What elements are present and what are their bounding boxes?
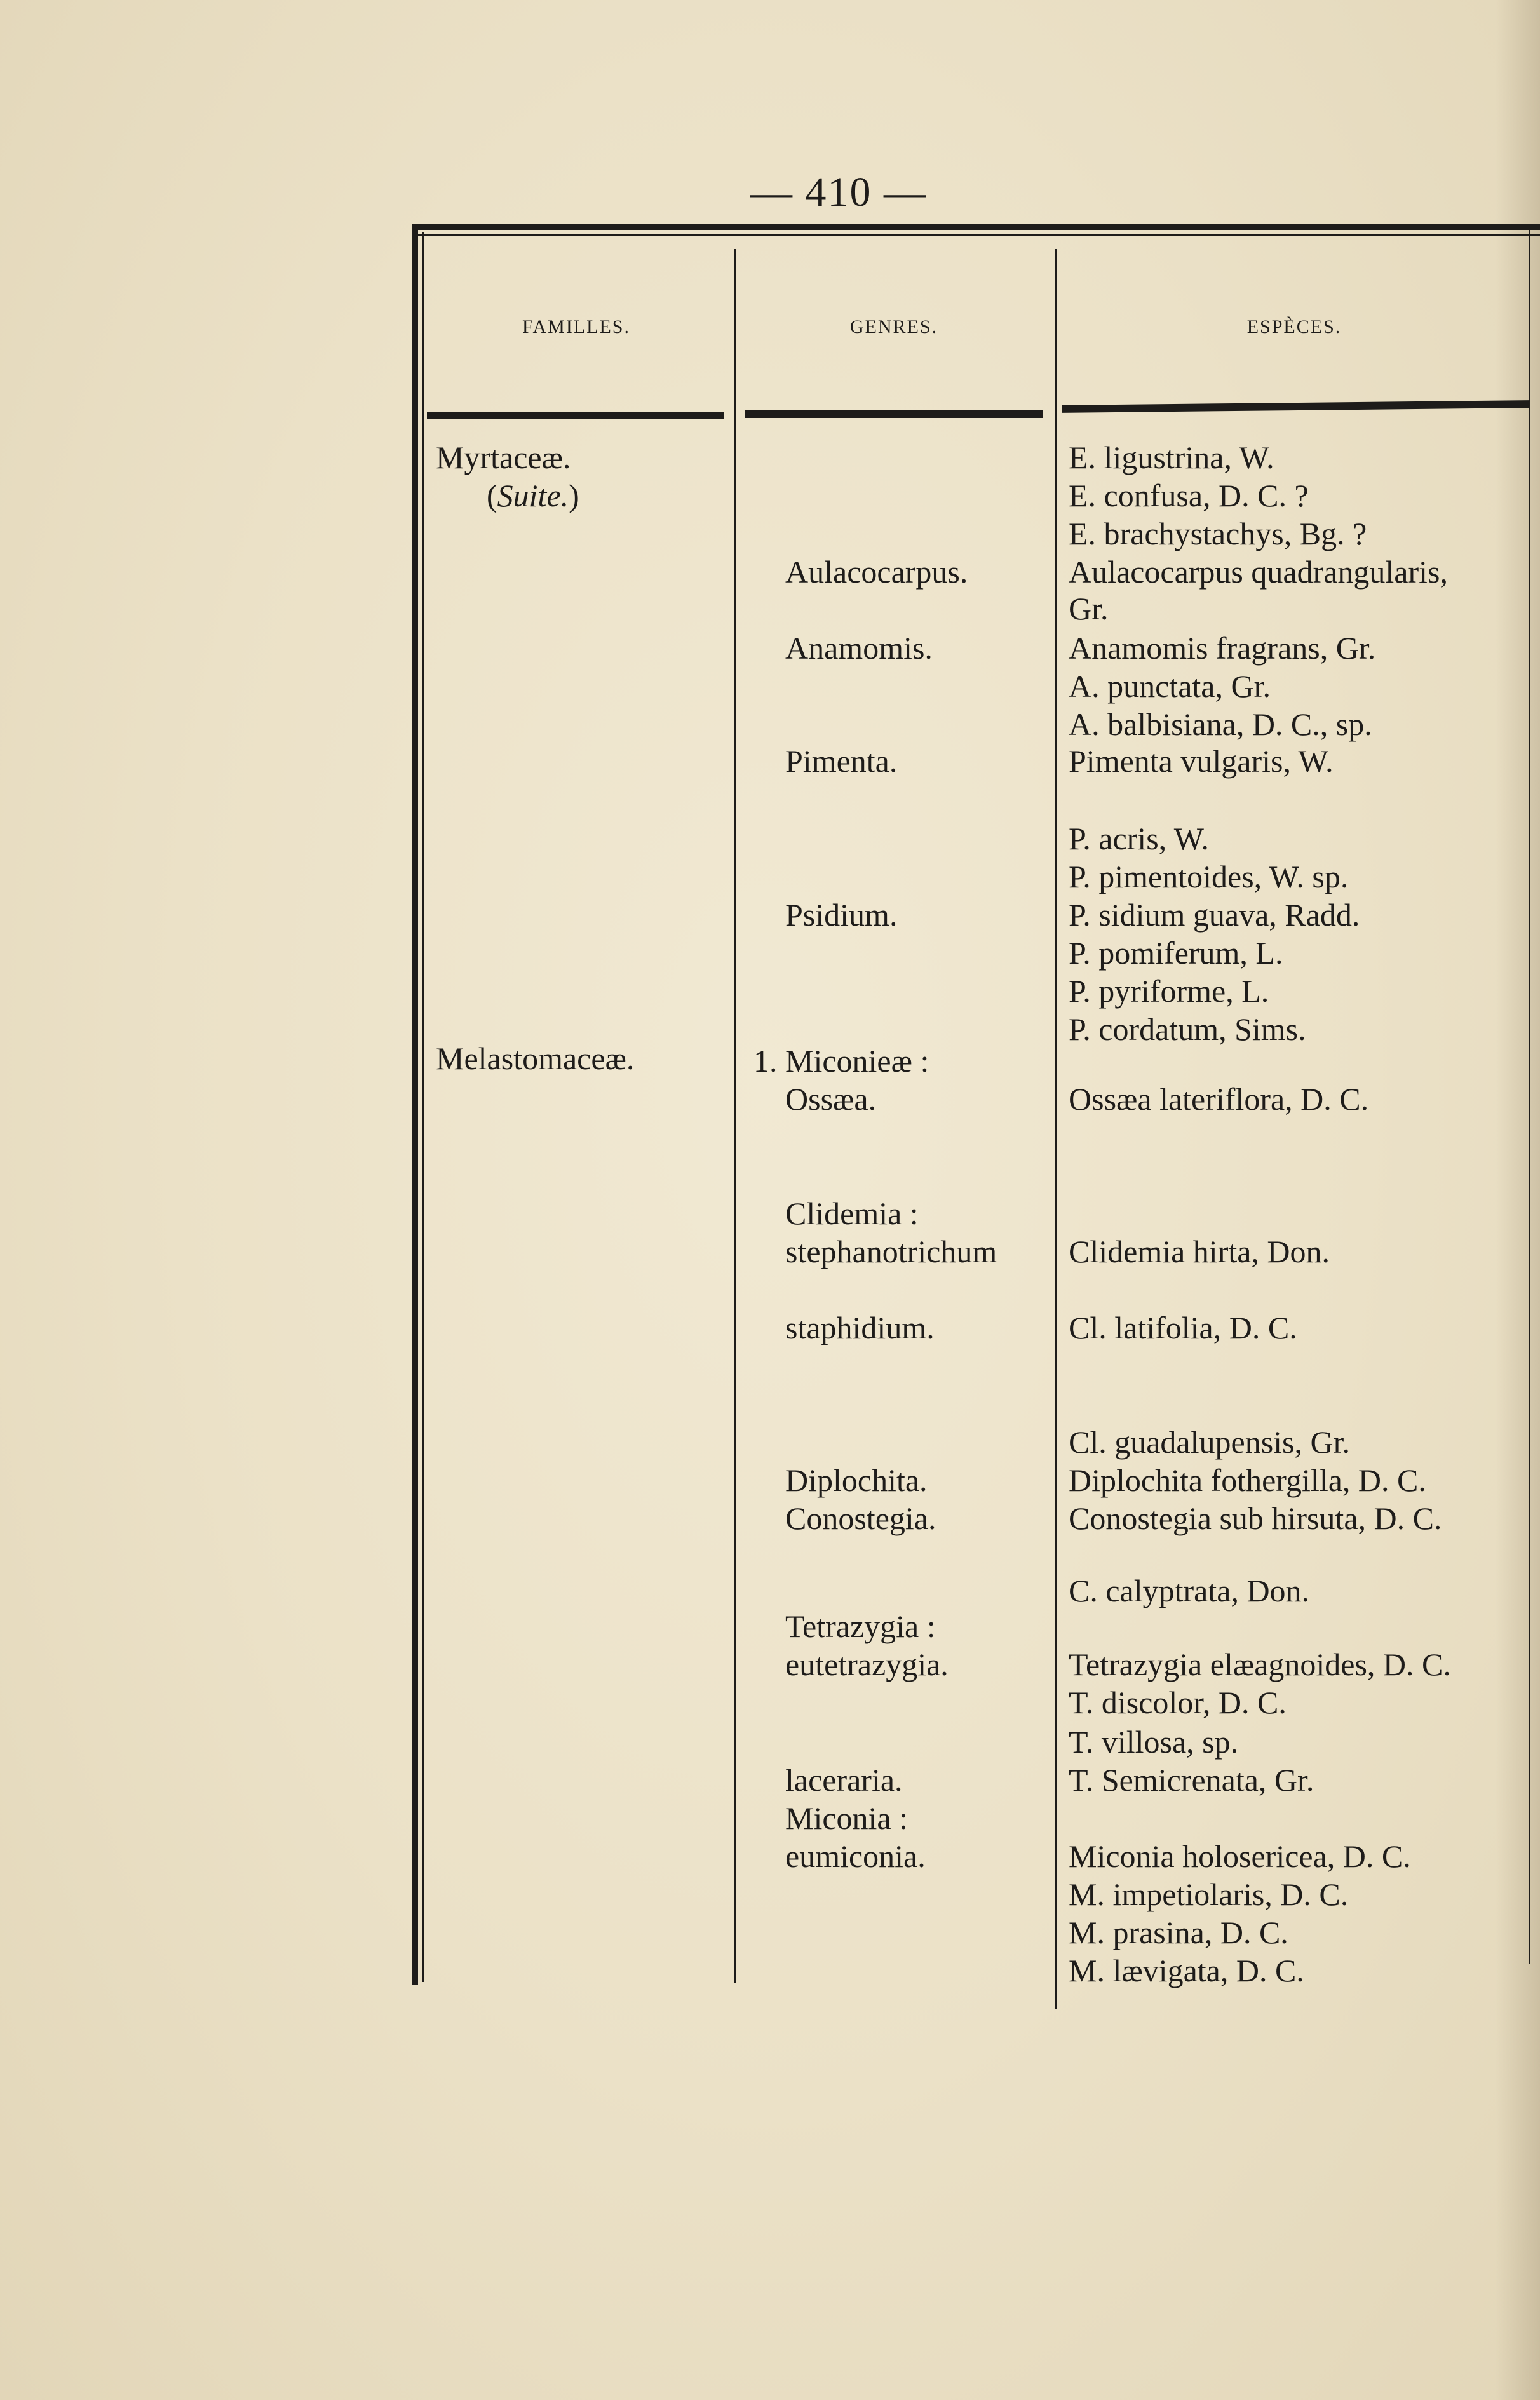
espece-line: Ossæa lateriflora, D. C. xyxy=(1069,1081,1369,1117)
famille-suite-text: Suite. xyxy=(497,478,569,513)
espece-line: Conostegia sub hirsuta, D. C. xyxy=(1069,1500,1442,1536)
table-top-rule-thin xyxy=(413,234,1540,236)
espece-line: Cl. guadalupensis, Gr. xyxy=(1069,1424,1351,1460)
famille-suite-open: ( xyxy=(487,478,497,513)
espece-line: A. punctata, Gr. xyxy=(1069,668,1271,704)
espece-line: A. balbisiana, D. C., sp. xyxy=(1069,706,1372,742)
espece-line: Clidemia hirta, Don. xyxy=(1069,1234,1330,1269)
column-header-genres: GENRES. xyxy=(849,316,938,337)
genre-tetrazygia: Tetrazygia : xyxy=(785,1608,936,1644)
famille-melastomaceae: Melastomaceæ. xyxy=(436,1041,635,1076)
genre-diplochita: Diplochita. xyxy=(785,1462,928,1498)
column-divider-familles-genres xyxy=(734,249,736,1983)
header-rule-familles xyxy=(427,412,724,419)
genre-eutetrazygia: eutetrazygia. xyxy=(785,1647,949,1682)
espece-line: P. pomiferum, L. xyxy=(1069,935,1283,971)
espece-line: E. ligustrina, W. xyxy=(1069,440,1274,475)
genre-staphidium: staphidium. xyxy=(785,1310,935,1345)
espece-line: T. Semicrenata, Gr. xyxy=(1069,1762,1314,1798)
page-edge-shadow xyxy=(1496,0,1540,2400)
espece-line: E. brachystachys, Bg. ? xyxy=(1069,516,1367,551)
genre-ossaea: Ossæa. xyxy=(785,1081,877,1117)
espece-line: T. discolor, D. C. xyxy=(1069,1685,1287,1720)
espece-line: P. pyriforme, L. xyxy=(1069,973,1269,1009)
genre-pimenta: Pimenta. xyxy=(785,743,898,779)
genre-anamomis: Anamomis. xyxy=(785,630,933,666)
genre-conostegia: Conostegia. xyxy=(785,1500,936,1536)
table-top-rule xyxy=(413,224,1540,230)
espece-line: E. confusa, D. C. ? xyxy=(1069,478,1309,513)
genre-clidemia: Clidemia : xyxy=(785,1196,919,1231)
famille-suite-close: ) xyxy=(569,478,579,513)
espece-line: Aulacocarpus quadrangularis, xyxy=(1069,554,1448,590)
espece-line: P. pimentoides, W. sp. xyxy=(1069,859,1349,894)
genre-stephanotrichum: stephanotrichum xyxy=(785,1234,997,1269)
table-right-border xyxy=(1529,230,1530,1964)
espece-line: Pimenta vulgaris, W. xyxy=(1069,743,1334,779)
header-rule-genres xyxy=(745,410,1043,418)
espece-line: P. acris, W. xyxy=(1069,821,1209,856)
table-left-border xyxy=(412,224,418,1985)
espece-line: Cl. latifolia, D. C. xyxy=(1069,1310,1297,1345)
espece-line: P. sidium guava, Radd. xyxy=(1069,897,1360,933)
espece-line: T. villosa, sp. xyxy=(1069,1724,1239,1760)
genre-psidium: Psidium. xyxy=(785,897,898,933)
column-divider-genres-especes xyxy=(1055,249,1057,2009)
genre-eumiconia: eumiconia. xyxy=(785,1838,926,1874)
genre-miconia: Miconia : xyxy=(785,1800,908,1836)
column-header-familles: FAMILLES. xyxy=(522,316,630,337)
espece-line: M. prasina, D. C. xyxy=(1069,1915,1288,1950)
famille-suite xyxy=(487,476,579,515)
table-left-border-inner xyxy=(422,232,424,1982)
column-header-especes: ESPÈCES. xyxy=(1246,316,1342,337)
espece-line: P. cordatum, Sims. xyxy=(1069,1011,1306,1047)
espece-line: Anamomis fragrans, Gr. xyxy=(1069,630,1376,666)
genre-laceraria: laceraria. xyxy=(785,1762,903,1798)
espece-line: Tetrazygia elæagnoides, D. C. xyxy=(1069,1647,1451,1682)
page-number: — 410 — xyxy=(750,169,927,215)
genre-miconieae: 1. Miconieæ : xyxy=(753,1043,929,1079)
espece-line: C. calyptrata, Don. xyxy=(1069,1573,1310,1608)
espece-line: Gr. xyxy=(1069,591,1109,626)
espece-line: M. lævigata, D. C. xyxy=(1069,1953,1304,1988)
espece-line: Diplochita fothergilla, D. C. xyxy=(1069,1462,1426,1498)
espece-line: Miconia holosericea, D. C. xyxy=(1069,1838,1411,1874)
espece-line: M. impetiolaris, D. C. xyxy=(1069,1877,1349,1912)
famille-myrtaceae: Myrtaceæ. xyxy=(436,440,571,475)
genre-aulacocarpus: Aulacocarpus. xyxy=(785,554,968,590)
